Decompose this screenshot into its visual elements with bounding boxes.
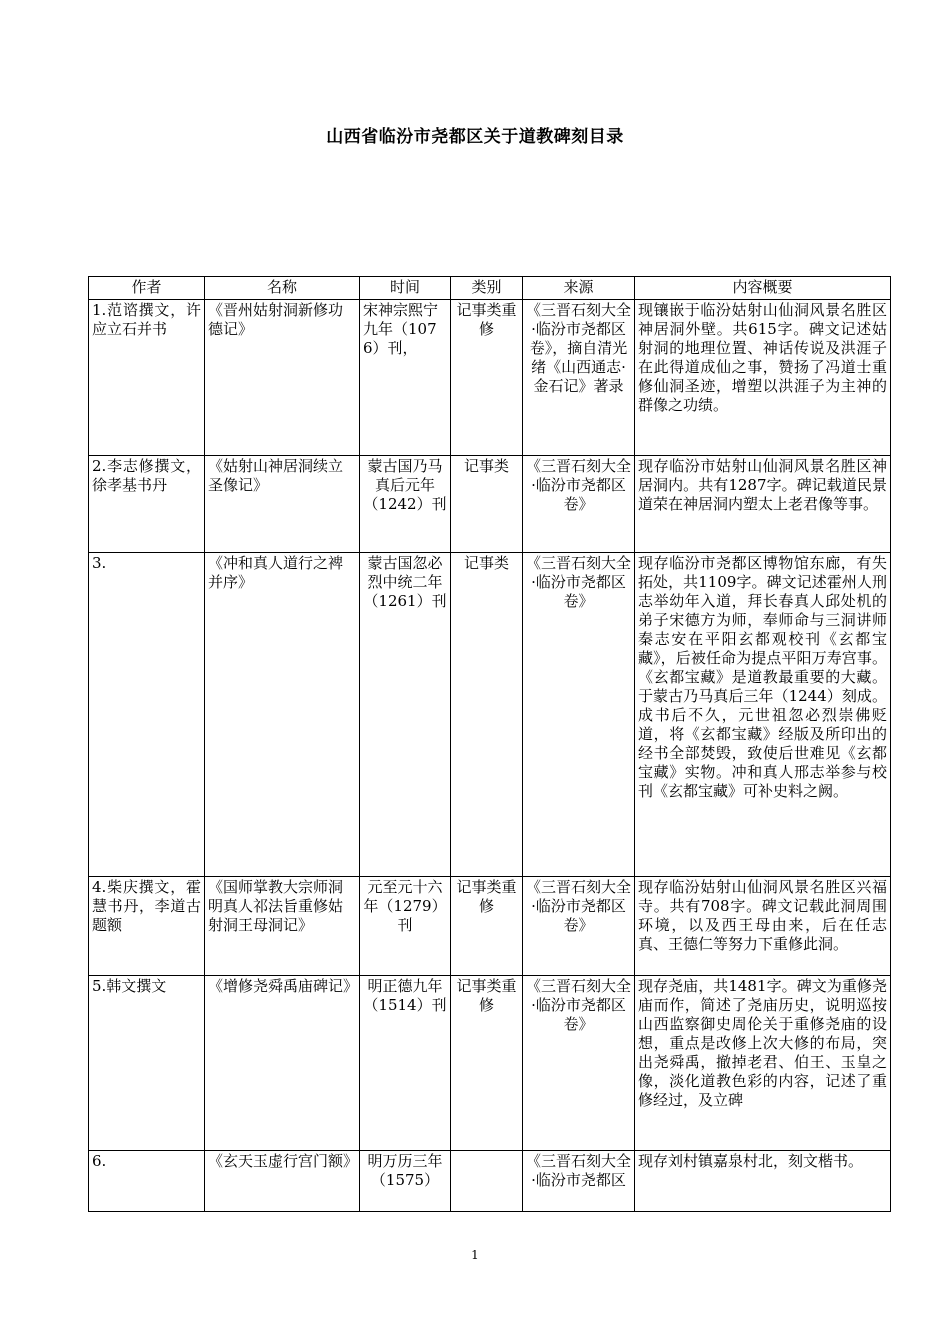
cell-summary: 现存尧庙，共1481字。碑文为重修尧庙而作，简述了尧庙历史，说明巡按山西监察御史周伦关于重修尧庙的设想，重点是改修上次大修的布局，突出尧舜禹，撤掉老君、伯王、玉皇之像，淡化道教色彩的内容，记述了重修经过，及立碑: [635, 976, 891, 1151]
cell-source: 《三晋石刻大全·临汾市尧都区: [523, 1151, 635, 1212]
cell-author: 4.柴庆撰文，霍慧书丹，李道古题额: [89, 877, 205, 976]
header-source: 来源: [523, 277, 635, 300]
page-number: 1: [471, 1248, 479, 1262]
cell-author: 6.: [89, 1151, 205, 1212]
cell-source: 《三晋石刻大全·临汾市尧都区卷》: [523, 976, 635, 1151]
cell-name: 《姑射山神居洞续立圣像记》: [205, 456, 360, 553]
cell-time: 明万历三年（1575）: [360, 1151, 451, 1212]
cell-author: 1.范谘撰文，许应立石并书: [89, 300, 205, 456]
cell-time: 明正德九年（1514）刊: [360, 976, 451, 1151]
cell-time: 元至元十六年（1279）刊: [360, 877, 451, 976]
cell-source: 《三晋石刻大全·临汾市尧都区卷》: [523, 553, 635, 877]
cell-time: 宋神宗熙宁九年（1076）刊，: [360, 300, 451, 456]
cell-summary: 现存刘村镇嘉泉村北，刻文楷书。: [635, 1151, 891, 1212]
cell-category: [451, 1151, 523, 1212]
cell-summary: 现存临汾姑射山仙洞风景名胜区兴福寺。共有708字。碑文记载此洞周围环境，以及西王母由来，后在任志真、王德仁等努力下重修此洞。: [635, 877, 891, 976]
page-title: 山西省临汾市尧都区关于道教碑刻目录: [326, 127, 624, 147]
stele-catalog-table: [88, 276, 891, 1212]
header-name: 名称: [205, 277, 360, 300]
cell-summary: 现存临汾市姑射山仙洞风景名胜区神居洞内。共有1287字。碑记载道民景道荣在神居洞内塑太上老君像等事。: [635, 456, 891, 553]
header-author: 作者: [89, 277, 205, 300]
cell-name: 《玄天玉虚行宫门额》: [205, 1151, 360, 1212]
cell-name: 《晋州姑射洞新修功德记》: [205, 300, 360, 456]
cell-time: 蒙古国乃马真后元年（1242）刊: [360, 456, 451, 553]
cell-name: 《冲和真人道行之裨并序》: [205, 553, 360, 877]
table-header-row: [89, 277, 891, 300]
cell-name: 《增修尧舜禹庙碑记》: [205, 976, 360, 1151]
cell-author: 5.韩文撰文: [89, 976, 205, 1151]
cell-category: 记事类重修: [451, 300, 523, 456]
cell-source: 《三晋石刻大全·临汾市尧都区卷》: [523, 456, 635, 553]
header-category: 类别: [451, 277, 523, 300]
table-row: [89, 553, 891, 877]
cell-category: 记事类: [451, 553, 523, 877]
cell-category: 记事类: [451, 456, 523, 553]
table-row: [89, 976, 891, 1151]
cell-time: 蒙古国忽必烈中统二年（1261）刊: [360, 553, 451, 877]
table-row: [89, 300, 891, 456]
cell-category: 记事类重修: [451, 877, 523, 976]
table-row: [89, 877, 891, 976]
cell-source: 《三晋石刻大全·临汾市尧都区卷》，摘自清光绪《山西通志·金石记》著录: [523, 300, 635, 456]
table-row: [89, 456, 891, 553]
header-time: 时间: [360, 277, 451, 300]
cell-summary: 现存临汾市尧都区博物馆东廊，有失拓处，共1109字。碑文记述霍州人刑志举幼年入道，拜长春真人邱处机的弟子宋德方为师，奉师命与三洞讲师秦志安在平阳玄都观校刊《玄都宝藏》，后被任命为提点平阳万寿宫事。《玄都宝藏》是道教最重要的大藏。于蒙古乃马真后三年（1244）刻成。成书后不久，元世祖忽必烈崇佛贬道，将《玄都宝藏》经版及所印出的经书全部焚毁，致使后世难见《玄都宝藏》实物。冲和真人邢志举参与校刊《玄都宝藏》可补史料之阙。: [635, 553, 891, 877]
header-summary: 内容概要: [635, 277, 891, 300]
cell-category: 记事类重修: [451, 976, 523, 1151]
table-row: [89, 1151, 891, 1212]
cell-name: 《国师掌教大宗师洞明真人祁法旨重修姑射洞王母洞记》: [205, 877, 360, 976]
cell-author: 2.李志修撰文，徐孝基书丹: [89, 456, 205, 553]
cell-author: 3.: [89, 553, 205, 877]
cell-source: 《三晋石刻大全·临汾市尧都区卷》: [523, 877, 635, 976]
cell-summary: 现镶嵌于临汾姑射山仙洞风景名胜区神居洞外壁。共615字。碑文记述姑射洞的地理位置、神话传说及洪涯子在此得道成仙之事，赞扬了冯道士重修仙洞圣迹，增塑以洪涯子为主神的群像之功绩。: [635, 300, 891, 456]
